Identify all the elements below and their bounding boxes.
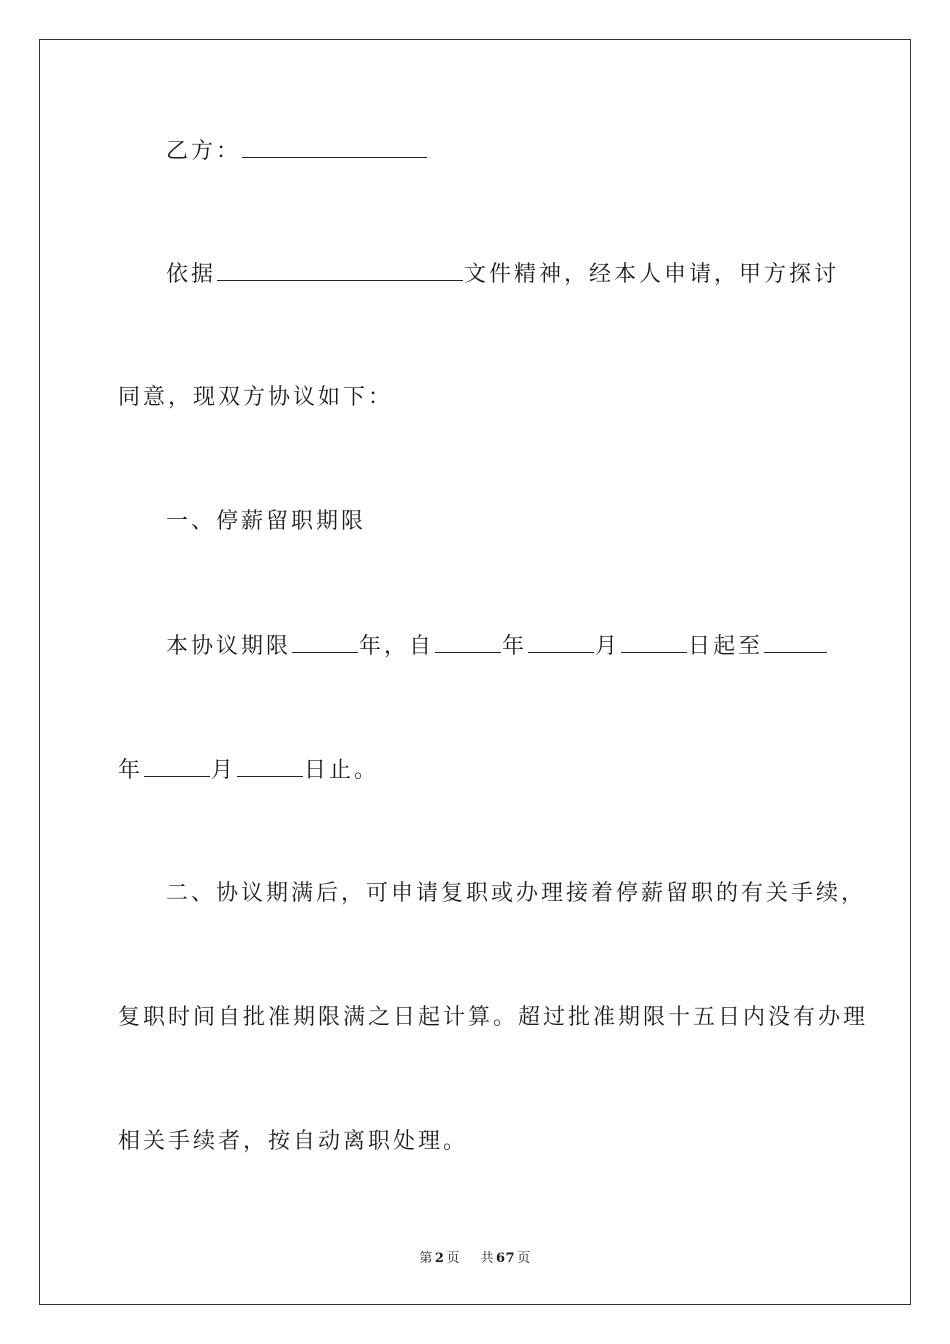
- page-number: 2: [434, 1251, 445, 1266]
- party-b-line: [166, 137, 428, 166]
- basis-document-blank[interactable]: [217, 260, 463, 281]
- end-year-blank[interactable]: [764, 632, 827, 653]
- page-footer: [0, 1247, 950, 1266]
- section-2-line-3: [118, 1128, 468, 1156]
- section-1-line-1: [166, 632, 828, 661]
- start-year-label: 年: [502, 634, 528, 659]
- basis-continuation: 同意，现双方协议如下：: [118, 385, 394, 410]
- party-b-blank[interactable]: [242, 137, 427, 158]
- start-day-label: 日起至: [688, 634, 764, 659]
- basis-suffix: 文件精神，经本人申请，甲方探讨: [464, 262, 840, 287]
- term-label: 本协议期限: [166, 634, 292, 659]
- start-month-label: 月: [595, 634, 621, 659]
- total-pages: 67: [496, 1251, 516, 1266]
- end-month-blank[interactable]: [144, 756, 210, 777]
- section-2-line-2: [118, 1004, 868, 1032]
- total-suffix: 页: [517, 1251, 531, 1266]
- basis-line-2: [118, 384, 393, 412]
- start-month-blank[interactable]: [528, 632, 594, 653]
- section-2-text-2: 复职时间自批准期限满之日起计算。超过批准期限十五日内没有办理: [118, 1005, 869, 1030]
- party-b-label: 乙方：: [166, 139, 242, 164]
- start-year-blank[interactable]: [435, 632, 501, 653]
- section-2-text-3: 相关手续者，按自动离职处理。: [118, 1129, 469, 1154]
- term-years-blank[interactable]: [292, 632, 358, 653]
- section-1-heading: [166, 508, 366, 536]
- basis-line-1: [166, 260, 839, 289]
- basis-prefix: 依据: [166, 262, 217, 287]
- end-day-label: 日止。: [304, 758, 380, 783]
- page-suffix: 页: [446, 1251, 460, 1266]
- page-border: [39, 39, 911, 1305]
- end-month-label: 月: [211, 758, 237, 783]
- page-prefix: 第: [419, 1251, 433, 1266]
- term-from-label: 年，自: [359, 634, 435, 659]
- section-2-line-1: [166, 880, 866, 908]
- start-day-blank[interactable]: [621, 632, 687, 653]
- end-day-blank[interactable]: [237, 756, 303, 777]
- end-year-label: 年: [118, 758, 144, 783]
- section-2-text-1: 二、协议期满后，可申请复职或办理接着停薪留职的有关手续，: [166, 881, 867, 906]
- section-1-line-2: [118, 756, 379, 785]
- total-prefix: 共: [480, 1251, 494, 1266]
- section-1-heading-text: 一、停薪留职期限: [166, 509, 367, 534]
